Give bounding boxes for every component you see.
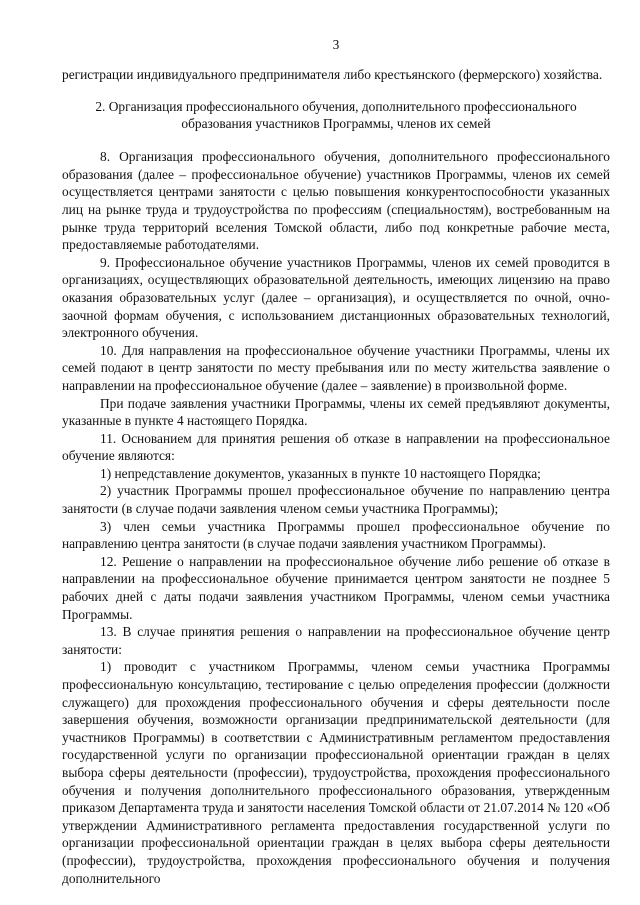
intro-text: регистрации индивидуального предпринимателя либо крестьянского (фермерского) хозяйства. [62,66,603,82]
paragraph-11-item-3: 3) член семьи участника Программы прошел профессиональное обучение по направлению центра занятости (в случае подачи заявления участником Программы). [62,518,610,552]
paragraph-12: 12. Решение о направлении на профессиональное обучение либо решение об отказе в направлении на профессиональное обучение принимается центром занятости не позднее 5 рабочих дней с даты подачи заявления участником Программы, членом семьи участника Программы. [62,553,610,622]
paragraph-9: 9. Профессиональное обучение участников Программы, членов их семей проводится в организациях, осуществляющих образовательной деятельность, имеющих лицензию на право оказания образовательных услуг (далее – организация), и осуществляется по очной, очно-заочной формам обучения, с использованием дистанционных образовательных технологий, электронного обучения. [62,254,610,341]
section-heading: 2. Организация профессионального обучения, дополнительного профессионального образования участников Программы, членов их семей [95,99,577,132]
paragraph-8: 8. Организация профессионального обучения, дополнительного профессионального образования (далее – профессиональное обучение) участников Программы, членов их семей осуществляется центрами занятости с целью повышения конкурентоспособности указанных лиц на рынке труда и трудоустройства по профессиям (специальностям), востребованным на рынке труда территорий вселения Томской области, либо под конкретные рабочие места, предоставляемые работодателями. [62,149,610,253]
paragraph-11: 11. Основанием для принятия решения об отказе в направлении на профессиональное обучение являются: [62,430,610,464]
paragraph-11-item-1: 1) непредставление документов, указанных в пункте 10 настоящего Порядка; [100,465,541,481]
paragraph-11-item-2: 2) участник Программы прошел профессиональное обучение по направлению центра занятости (в случае подачи заявления членом семьи участника Программы); [62,483,610,517]
page-number: 3 [332,37,340,52]
paragraph-13-item-1: 1) проводит с участником Программы, членом семьи участника Программы профессиональную консультацию, тестирование с целью определения профессии (должности служащего) для прохождения профессионального обучения и сферы деятельности после завершения обучения, возможности организации предпринимательской деятельности (для участников Программы) в соответствии с Административным регламентом предоставления государственной услуги по организации профессиональной ориентации граждан в целях выбора сферы деятельности (профессии), трудоустройства, прохождения профессионального обучения и получения дополнительного профессионального образования, утвержденным приказом Департамента труда и занятости населения Томской области от 21.07.2014 № 120 «Об утверждении Административного регламента предоставления государственной услуги по организации профессиональной ориентации граждан в целях выбора сферы деятельности (профессии), трудоустройства, прохождения профессионального обучения и получения дополнительного [62,659,610,886]
paragraph-10-note: При подаче заявления участники Программы, члены их семей предъявляют документы, указанные в пункте 4 настоящего Порядка. [62,395,610,429]
paragraph-10: 10. Для направления на профессиональное обучение участники Программы, члены их семей подают в центр занятости по месту пребывания или по месту жительства заявление о направлении на профессиональное обучение (далее – заявление) в произвольной форме. [62,342,610,393]
paragraph-13: 13. В случае принятия решения о направлении на профессиональное обучение центр занятости: [62,624,610,657]
